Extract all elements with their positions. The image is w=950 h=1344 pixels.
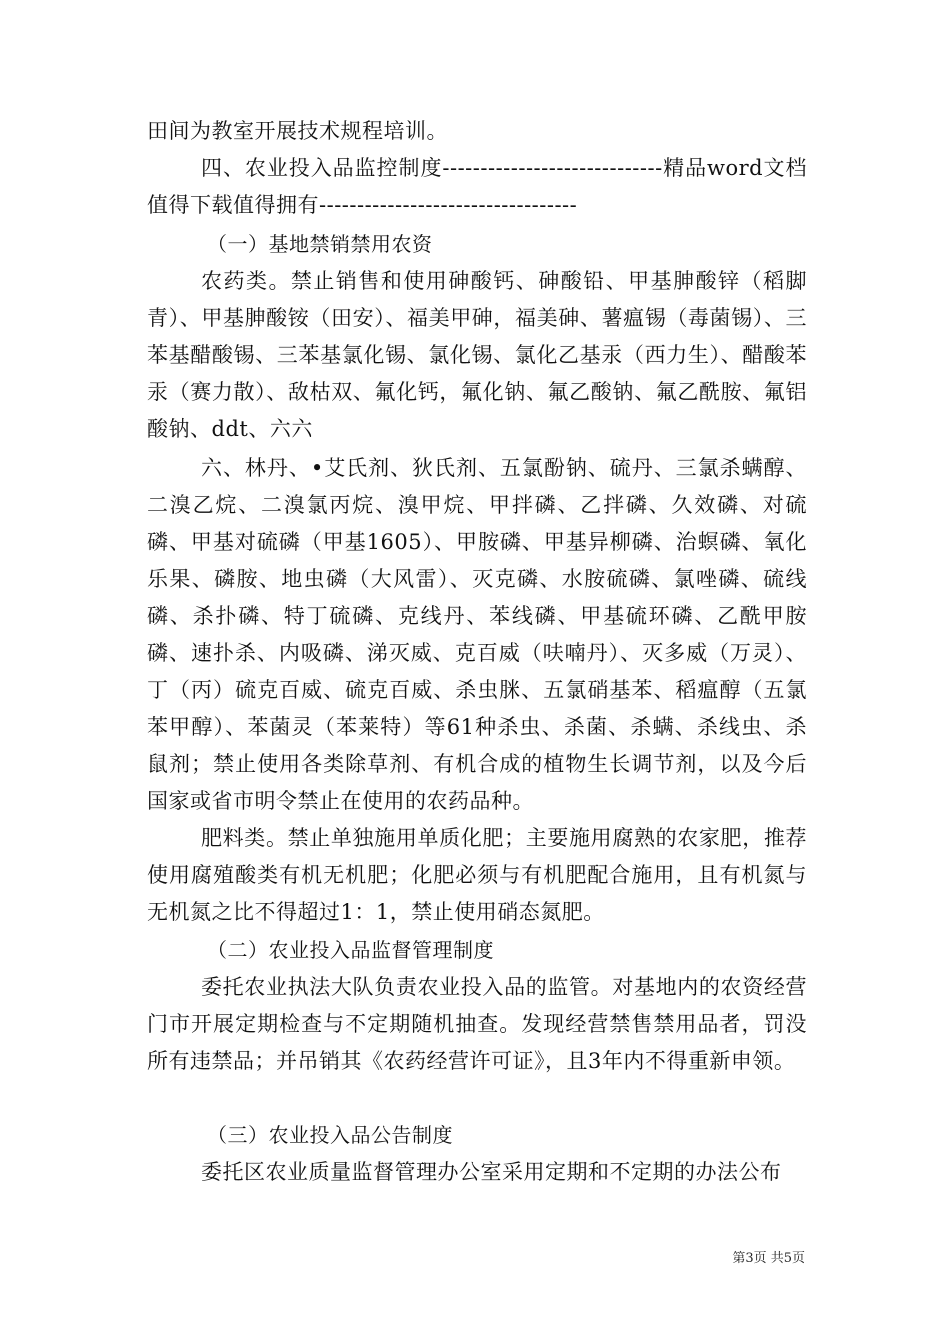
subheading-one: （一）基地禁销禁用农资 [207, 232, 433, 256]
page-number-footer: 第3页 共5页 [732, 1251, 805, 1266]
paragraph-pesticides-list: 六、林丹、•艾氏剂、狄氏剂、五氯酚钠、硫丹、三氯杀螨醇、二溴乙烷、二溴氯丙烷、溴甲烷、甲拌磷、乙拌磷、久效磷、对硫磷、甲基对硫磷（甲基1605）、甲胺磷、甲基异柳磷、治螟磷、氧化乐果、磷胺、地虫磷（大风雷）、灭克磷、水胺硫磷、氯唑磷、硫线磷、杀扑磷、特丁硫磷、克线丹、苯线磷、甲基硫环磷、乙酰甲胺磷、速扑杀、内吸磷、涕灭威、克百威（呋喃丹）、灭多威（万灵）、丁（丙）硫克百威、硫克百威、杀虫脒、五氯硝基苯、稻瘟醇（五氯苯甲醇）、苯菌灵（苯莱特）等61种杀虫、杀菌、杀螨、杀线虫、杀鼠剂；禁止使用各类除草剂、有机合成的植物生长调节剂，以及今后国家或省市明令禁止在使用的农药品种。 [147, 456, 807, 813]
subheading-two: （二）农业投入品监督管理制度 [207, 938, 494, 962]
paragraph-announcement: 委托区农业质量监督管理办公室采用定期和不定期的办法公布 [201, 1160, 782, 1184]
section-heading-four: 四、农业投入品监控制度-----------------------------精品word文档值得下载值得拥有---------------------------------- [147, 156, 807, 217]
paragraph-continuation: 田间为教室开展技术规程培训。 [147, 119, 448, 143]
paragraph-pesticides: 农药类。禁止销售和使用砷酸钙、砷酸铅、甲基胂酸锌（稻脚青）、甲基胂酸铵（田安）、福美甲砷，福美砷、薯瘟锡（毒菌锡）、三苯基醋酸锡、三苯基氯化锡、氯化锡、氯化乙基汞（西力生）、醋酸苯汞（赛力散）、敌枯双、氟化钙，氟化钠、氟乙酸钠、氟乙酰胺、氟铝酸钠、ddt、六六 [147, 269, 807, 441]
subheading-three: （三）农业投入品公告制度 [207, 1123, 453, 1147]
paragraph-fertilizers: 肥料类。禁止单独施用单质化肥；主要施用腐熟的农家肥，推荐使用腐殖酸类有机无机肥；化肥必须与有机肥配合施用，且有机氮与无机氮之比不得超过1：1，禁止使用硝态氮肥。 [147, 826, 807, 924]
paragraph-supervision: 委托农业执法大队负责农业投入品的监管。对基地内的农资经营门市开展定期检查与不定期随机抽查。发现经营禁售禁用品者，罚没所有违禁品；并吊销其《农药经营许可证》，且3年内不得重新申领。 [147, 975, 807, 1073]
